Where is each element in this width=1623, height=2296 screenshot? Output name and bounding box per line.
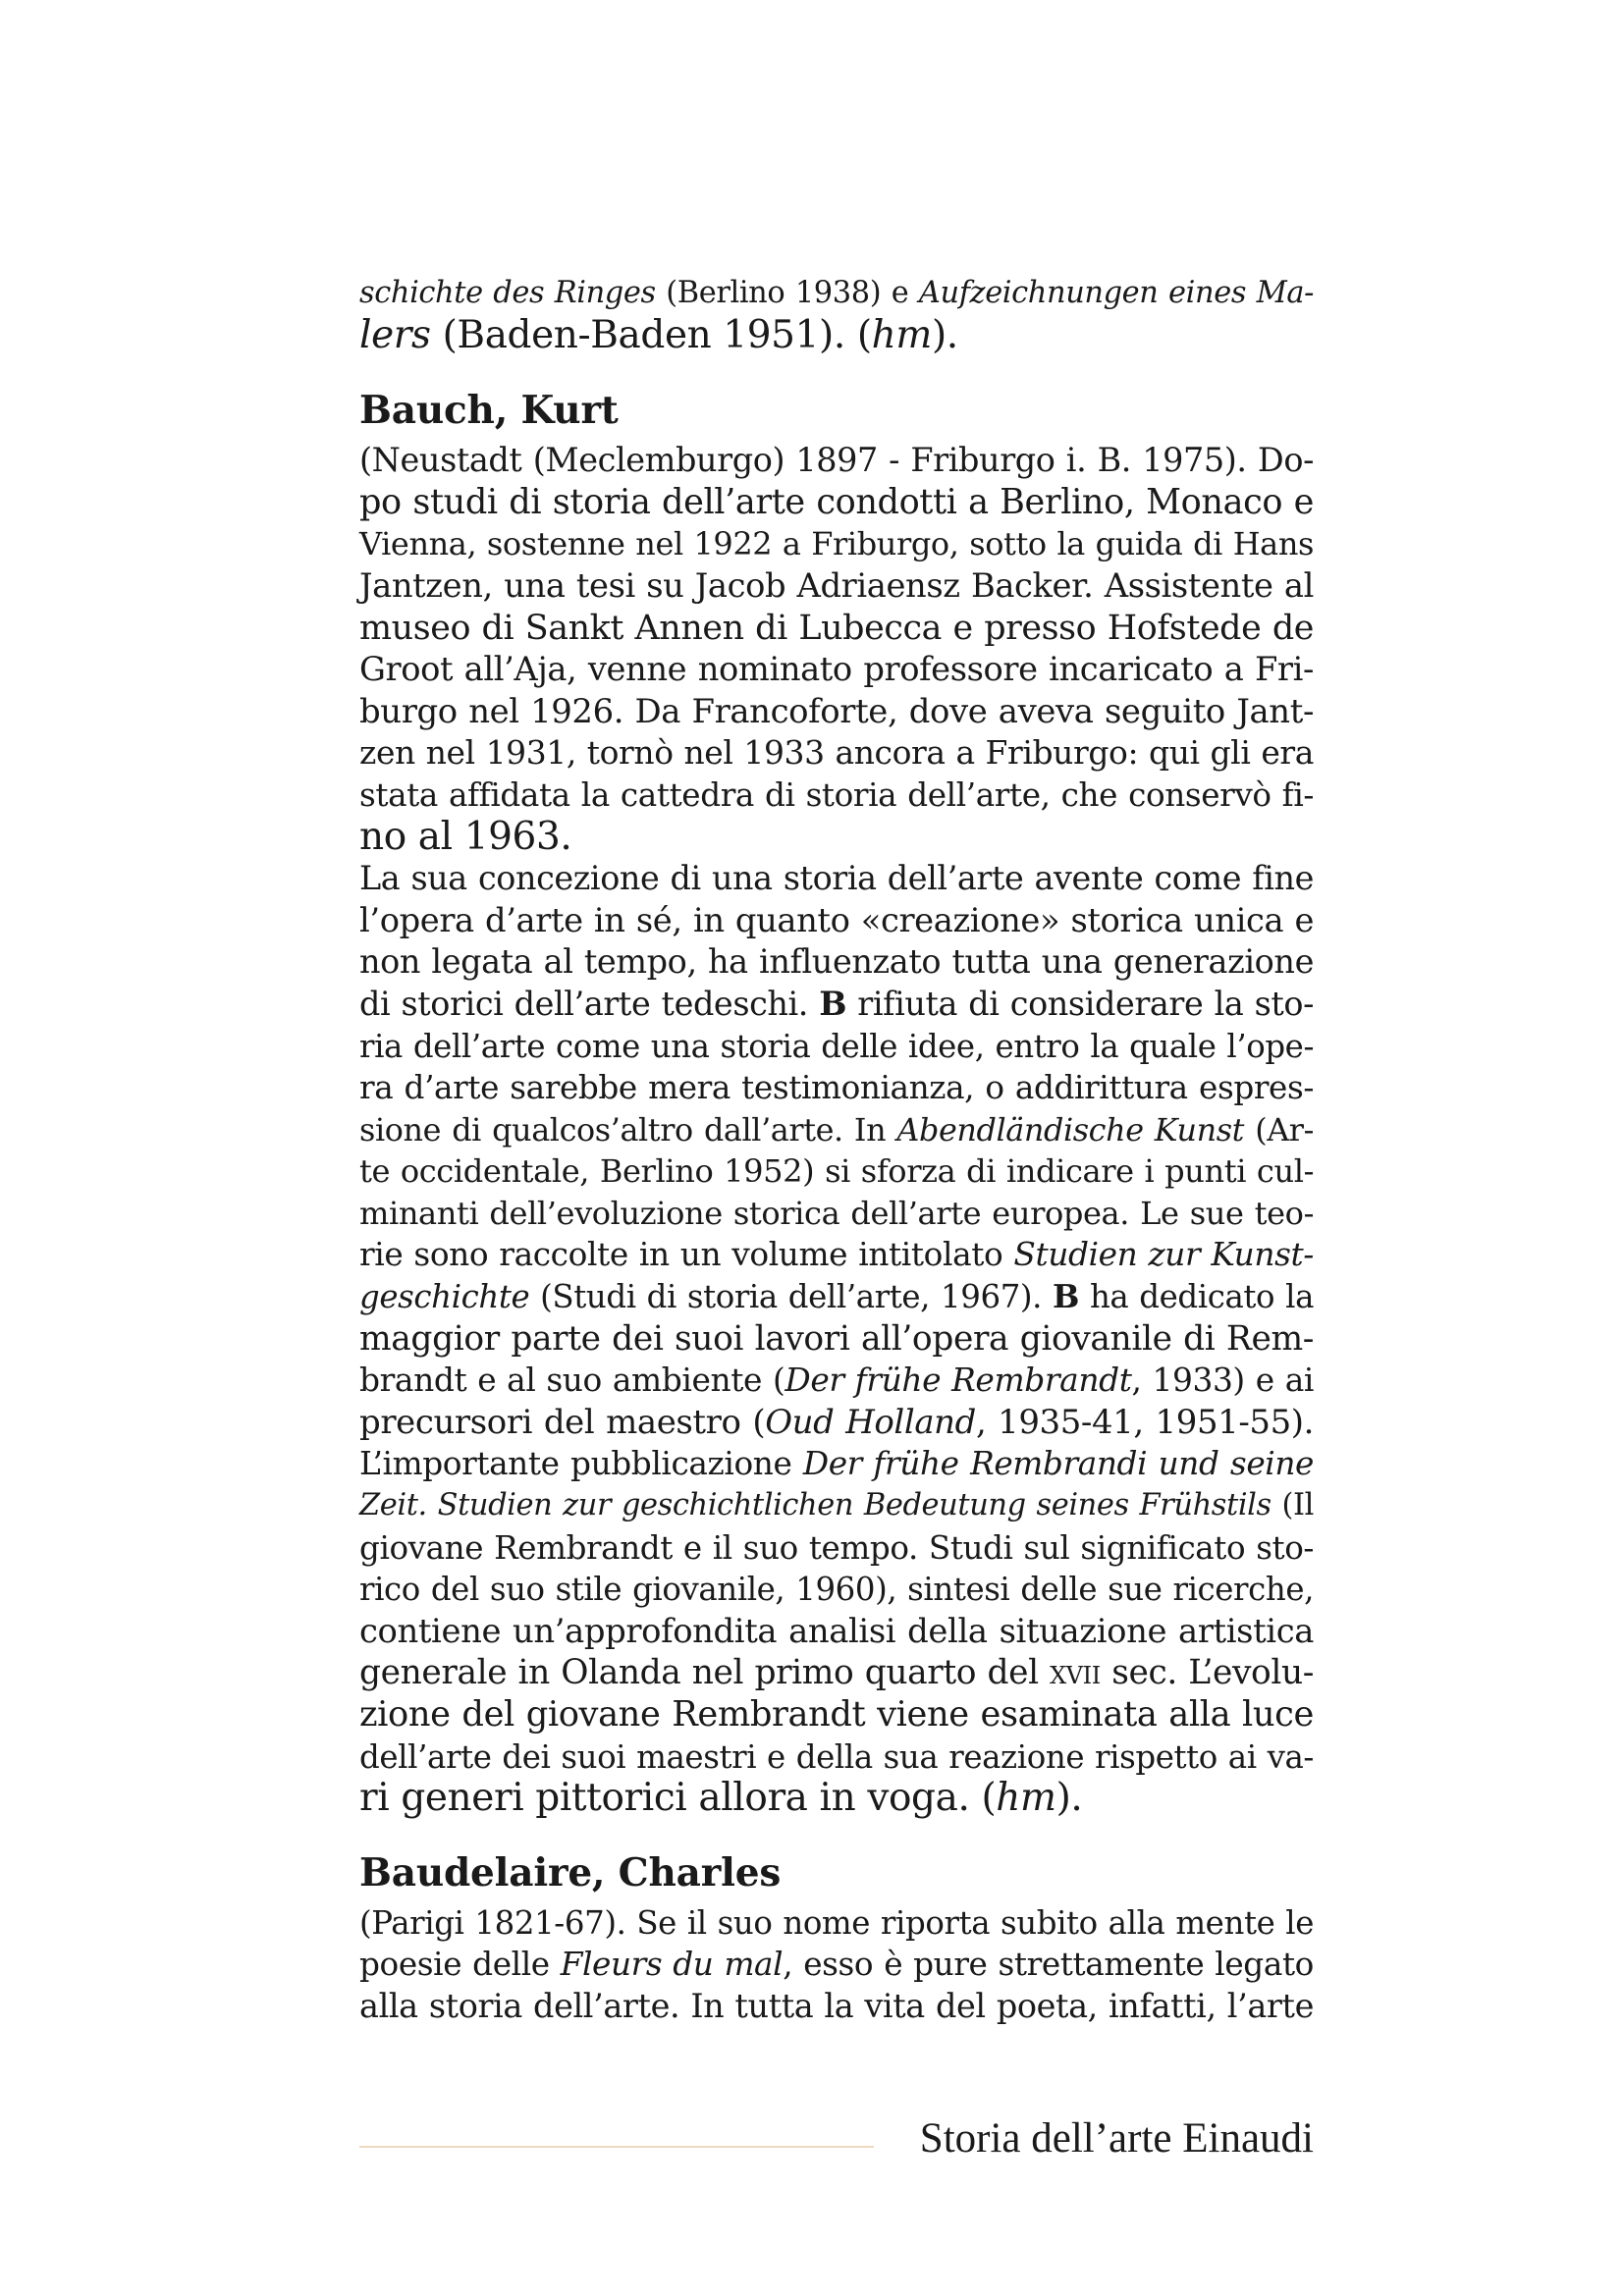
bauch-p2-line: l’opera d’arte in sé, in quanto «creazione» storica unica e: [359, 900, 1314, 939]
book-title: Der frühe Rembrandi und seine: [802, 1445, 1315, 1483]
entry-initial: B: [819, 984, 847, 1023]
bauch-p2-line: brandt e al suo ambiente (Der frühe Rembrandt, 1933) e ai: [359, 1362, 1314, 1400]
book-title: schichte des Ringes: [359, 276, 656, 310]
intro-line-2: lers (Baden-Baden 1951). (hm).: [359, 312, 958, 357]
bauch-p1-line: Groot all’Aja, venne nominato professore incaricato a Fri-: [359, 650, 1314, 689]
bauch-p2-line: rico del suo stile giovanile, 1960), sintesi delle sue ricerche,: [359, 1571, 1314, 1609]
bauch-p2-line: non legata al tempo, ha influenzato tutta una generazione: [359, 942, 1314, 982]
bauch-p1-line: (Neustadt (Meclemburgo) 1897 - Friburgo i. B. 1975). Do-: [359, 441, 1314, 480]
bauch-p2-line: La sua concezione di una storia dell’arte avente come fine: [359, 859, 1314, 898]
bauch-p1-last-line: no al 1963.: [359, 814, 572, 859]
author-initials: hm: [996, 1776, 1056, 1821]
book-title: Zeit. Studien zur geschichtlichen Bedeutung seines Frühstils: [359, 1488, 1271, 1523]
bauch-p1-line: museo di Sankt Annen di Lubecca e presso Hofstede de: [359, 608, 1314, 648]
book-title: Studien zur Kunst-: [1013, 1236, 1314, 1274]
bauch-p2-line: precursori del maestro (Oud Holland, 1935-41, 1951-55).: [359, 1402, 1315, 1442]
bauch-p1-line: Vienna, sostenne nel 1922 a Friburgo, sotto la guida di Hans: [359, 525, 1314, 563]
bauch-p2-line: rie sono raccolte in un volume intitolato Studien zur Kunst-: [359, 1236, 1314, 1274]
bauch-p2-line: zione del giovane Rembrandt viene esaminata alla luce: [359, 1694, 1314, 1735]
bauch-p2-line: dell’arte dei suoi maestri e della sua reazione rispetto ai va-: [359, 1737, 1314, 1776]
book-title: Abendländische Kunst: [896, 1110, 1245, 1148]
footer-publisher-label: Storia dell’arte Einaudi: [919, 2115, 1314, 2162]
bauch-p2-line: maggior parte dei suoi lavori all’opera giovanile di Rem-: [359, 1318, 1314, 1359]
book-title: Fleurs du mal: [560, 1946, 784, 1984]
bauch-p2-line: Zeit. Studien zur geschichtlichen Bedeutung seines Frühstils (Il: [359, 1488, 1314, 1523]
footer-rule: [359, 2146, 874, 2148]
baudelaire-line: alla storia dell’arte. In tutta la vita del poeta, infatti, l’arte: [359, 1986, 1314, 2025]
bauch-p2-line: generale in Olanda nel primo quarto del xvii sec. L’evolu-: [359, 1653, 1314, 1693]
page-content: [359, 273, 1314, 2028]
book-title: geschichte: [359, 1278, 530, 1316]
baudelaire-line: (Parigi 1821-67). Se il suo nome riporta subito alla mente le: [359, 1903, 1314, 1942]
bauch-p2-line: ria dell’arte come una storia delle idee, entro la quale l’ope-: [359, 1027, 1314, 1065]
bauch-p2-line: giovane Rembrandt e il suo tempo. Studi sul significato sto-: [359, 1528, 1314, 1567]
intro-line-1: schichte des Ringes (Berlino 1938) e Aufzeichnungen eines Ma-: [359, 276, 1314, 310]
entry-initial: B: [1053, 1278, 1080, 1316]
bauch-p1-line: Jantzen, una tesi su Jacob Adriaensz Backer. Assistente al: [359, 565, 1314, 605]
entry-heading-bauch: Bauch, Kurt: [359, 388, 619, 434]
bauch-p2-line: di storici dell’arte tedeschi. B rifiuta di considerare la sto-: [359, 984, 1314, 1023]
bauch-p2-line: ra d’arte sarebbe mera testimonianza, o addirittura espres-: [359, 1069, 1314, 1107]
bauch-p2-line: L’importante pubblicazione Der frühe Rembrandi und seine: [359, 1445, 1315, 1483]
book-title: Oud Holland: [765, 1402, 976, 1442]
bauch-p2-line: sione di qualcos’altro dall’arte. In Abendländische Kunst (Ar-: [359, 1110, 1314, 1148]
bauch-p1-line: po studi di storia dell’arte condotti a Berlino, Monaco e: [359, 481, 1314, 522]
bauch-p2-line: minanti dell’evoluzione storica dell’arte europea. Le sue teo-: [359, 1194, 1314, 1232]
century-numeral: xvii: [1050, 1653, 1101, 1693]
bauch-p2-line: geschichte (Studi di storia dell’arte, 1967). B ha dedicato la: [359, 1278, 1314, 1316]
bauch-p1-line: zen nel 1931, tornò nel 1933 ancora a Friburgo: qui gli era: [359, 733, 1314, 773]
author-initials: hm: [871, 312, 932, 357]
bauch-p2-last-line: ri generi pittorici allora in voga. (hm).: [359, 1776, 1083, 1821]
bauch-p1-line: burgo nel 1926. Da Francoforte, dove aveva seguito Jant-: [359, 691, 1314, 730]
bauch-p1-line: stata affidata la cattedra di storia dell’arte, che conservò fi-: [359, 775, 1314, 814]
entry-heading-baudelaire: Baudelaire, Charles: [359, 1849, 782, 1896]
bauch-p2-line: te occidentale, Berlino 1952) si sforza di indicare i punti cul-: [359, 1152, 1314, 1191]
book-title: Aufzeichnungen eines Ma-: [918, 276, 1314, 310]
bauch-p2-line: contiene un’approfondita analisi della situazione artistica: [359, 1611, 1314, 1650]
baudelaire-line: poesie delle Fleurs du mal, esso è pure strettamente legato: [359, 1946, 1314, 1984]
book-title: Der frühe Rembrandt: [784, 1362, 1132, 1400]
